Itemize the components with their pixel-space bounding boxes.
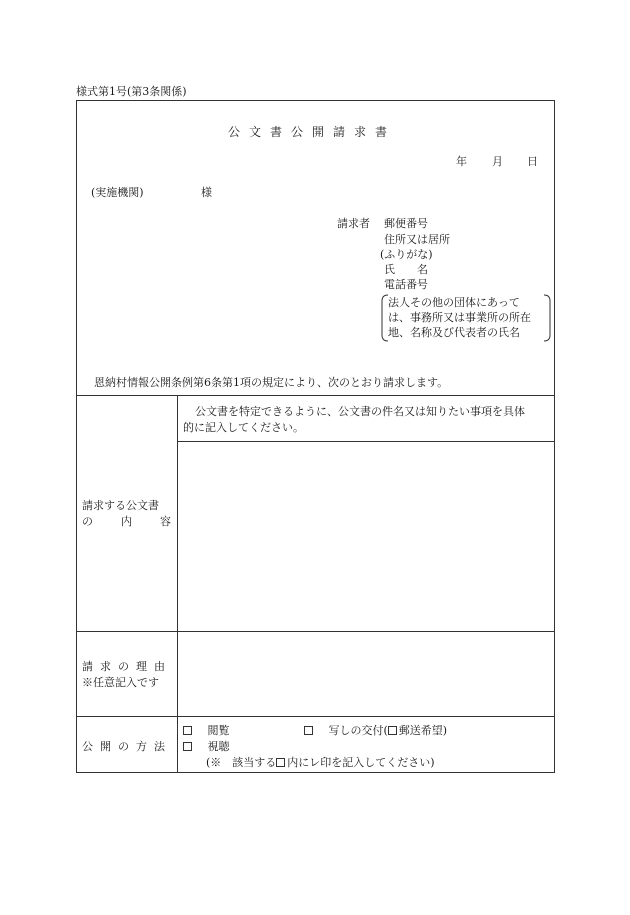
method-note-tail: 内にレ印を記入してください) [287, 756, 435, 769]
method-option-copy [304, 725, 447, 736]
postal-code-label: 郵便番号 [384, 217, 428, 230]
corporate-note-line-3: 地、名称及び代表者の氏名 [388, 326, 520, 339]
copy-checkbox[interactable] [304, 726, 313, 735]
form-title: 公文書公開請求書 [228, 125, 397, 139]
divider-header [76, 395, 555, 396]
method-option-listen [183, 741, 230, 752]
mail-label: 郵送希望) [398, 724, 448, 737]
addressee-org: (実施機関) [91, 186, 144, 199]
view-checkbox[interactable] [183, 726, 192, 735]
reason-optional-note: ※任意記入です [82, 676, 159, 689]
content-label-line-1: 請求する公文書 [82, 499, 159, 512]
form-number-label: 様式第1号(第3条関係) [76, 85, 187, 98]
divider-reason [76, 716, 555, 717]
listen-checkbox[interactable] [183, 742, 192, 751]
method-label: 公開の方法 [82, 740, 172, 753]
listen-label: 視聴 [207, 740, 230, 753]
method-note-text: (※ 該当する [206, 756, 277, 769]
requester-label: 請求者 [337, 217, 370, 230]
corporate-note [380, 294, 552, 342]
address-label: 住所又は居所 [384, 233, 450, 246]
content-label-of: の [82, 515, 93, 528]
content-instruction-line-2: 的に記入してください。 [183, 421, 304, 434]
method-option-view [183, 725, 230, 736]
phone-label: 電話番号 [384, 278, 428, 291]
name-label: 氏 名 [384, 263, 428, 276]
date-month-label: 月 [492, 155, 503, 168]
corporate-note-line-1: 法人その他の団体にあって [388, 296, 520, 309]
mail-checkbox[interactable] [388, 726, 397, 735]
note-box-icon [276, 758, 285, 767]
reason-input-area[interactable] [178, 632, 554, 715]
method-note [206, 757, 435, 768]
reason-label: 請求の理由 [82, 660, 172, 673]
request-statement: 恩納村情報公開条例第6条第1項の規定により、次のとおり請求します。 [94, 376, 449, 389]
furigana-label: (ふりがな) [380, 248, 433, 261]
content-instruction-line-1: 公文書を特定できるように、公文書の件名又は知りたい事項を具体 [195, 405, 525, 418]
addressee-honorific: 様 [201, 186, 212, 199]
date-day-label: 日 [527, 155, 538, 168]
content-label-you: 容 [160, 515, 171, 528]
content-input-area[interactable] [178, 442, 554, 630]
content-label-uchi: 内 [121, 515, 132, 528]
view-label: 閲覧 [207, 724, 230, 737]
date-year-label: 年 [456, 155, 467, 168]
copy-label: 写しの交付( [328, 724, 388, 737]
corporate-note-line-2: は、事務所又は事業所の所在 [388, 311, 531, 324]
